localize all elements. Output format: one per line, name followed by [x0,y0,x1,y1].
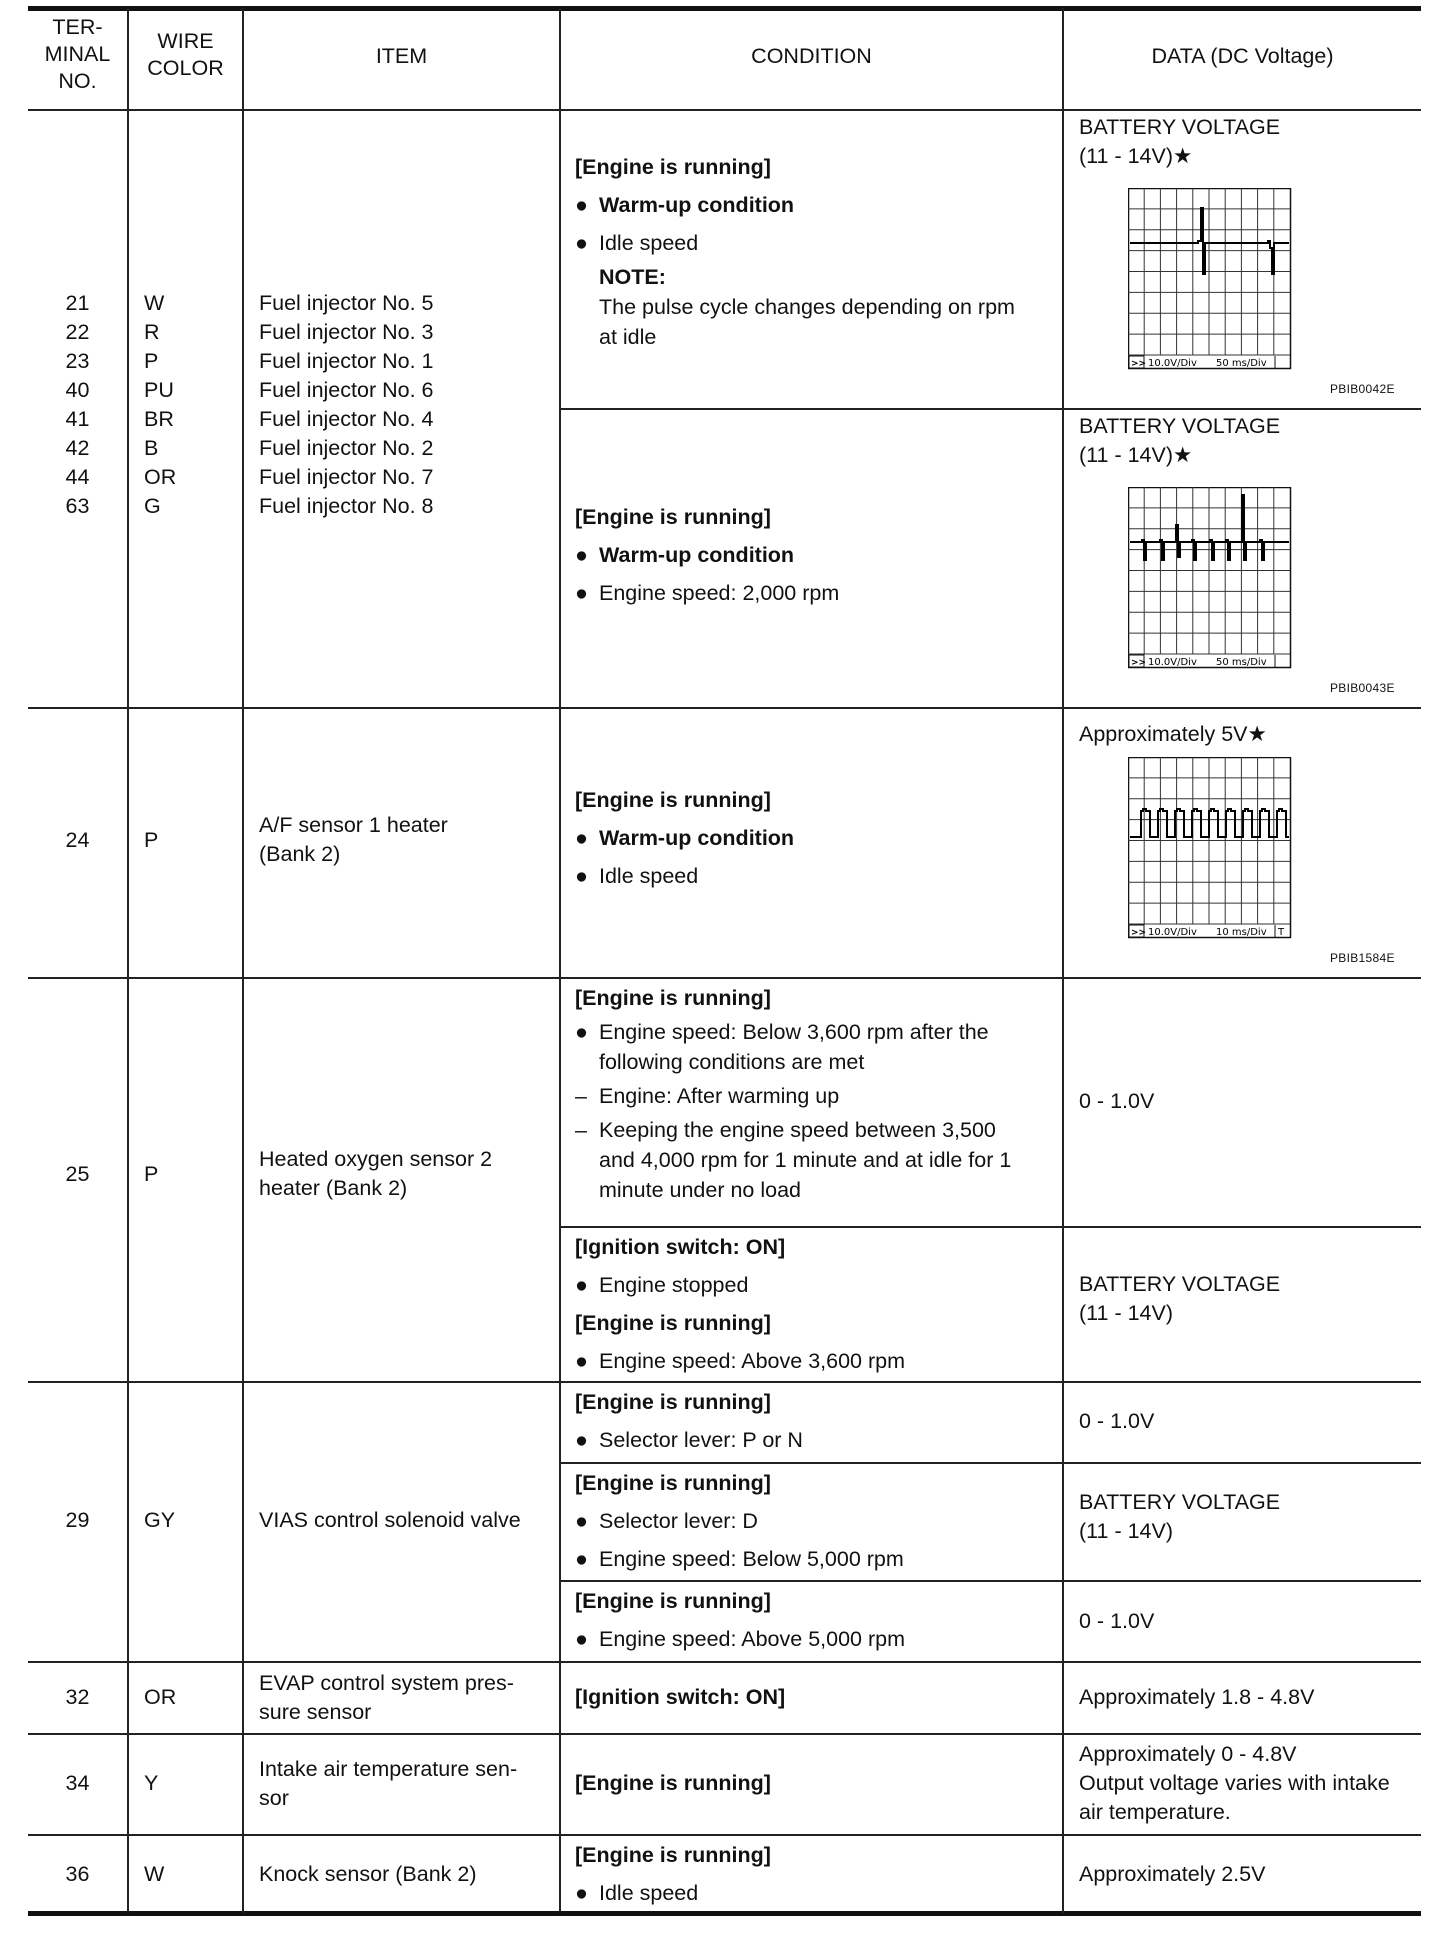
wire-color: P [144,828,159,852]
column-divider [559,8,561,1913]
item-name: VIAS control solenoid valve [259,1508,521,1532]
condition-bullet: ● Selector lever: P or N [575,1421,1060,1459]
bullet-icon: ● [575,1547,588,1571]
bullet-icon: ● [575,1627,588,1651]
scope-volt-scale: 10.0V/Div [1148,927,1197,938]
condition-heading: [Ignition switch: ON] [575,1685,786,1709]
knock-condition [575,1836,1060,1912]
bullet-icon: ● [575,1509,588,1533]
figure-code: PBIB1584E [1330,951,1395,965]
injector-2000rpm-data [1079,412,1409,470]
condition-heading: [Engine is running] [575,986,771,1010]
star-icon: ★ [1173,144,1193,168]
oscilloscope-waveform-injector-2000rpm [1128,487,1294,669]
bullet-icon: ● [575,193,588,217]
injector-wire-list [144,289,239,521]
condition-heading: [Engine is running] [575,1311,771,1335]
item-name: Fuel injector No. 6 [259,378,434,402]
row-divider [28,1661,1421,1663]
terminal-no: 29 [65,1508,90,1532]
condition-bullet: ● Warm-up condition [575,186,1060,224]
item-name: Fuel injector No. 7 [259,465,434,489]
injector-terminal-list [28,289,127,521]
wire-color: P [144,1162,159,1186]
sub-row-divider [561,408,1421,410]
terminal-no: 34 [65,1771,90,1795]
header-wire-color: WIRE COLOR [147,29,224,80]
bullet-icon: ● [575,543,588,567]
bullet-icon: ● [575,864,588,888]
condition-bullet: ● Selector lever: D [575,1502,1060,1540]
injector-idle-data [1079,113,1409,171]
injector-idle-condition [575,148,1060,352]
ho2s2-condition-1 [575,979,1060,1205]
terminal-no: 24 [65,828,90,852]
vias-condition-2 [575,1464,1060,1578]
condition-bullet: ● Engine speed: Above 3,600 rpm [575,1342,1060,1380]
header-condition: CONDITION [751,44,872,68]
item-name: Knock sensor (Bank 2) [259,1862,477,1886]
condition-bullet: ● Engine speed: Below 5,000 rpm [575,1540,1060,1578]
wire-color: Y [144,1771,159,1795]
bullet-icon: ● [575,1881,588,1905]
af-heater-data: Approximately 5V★ [1079,722,1267,746]
voltage-value: Approximately 1.8 - 4.8V [1079,1685,1315,1709]
header-bottom-rule [28,109,1421,111]
iat-data: Approximately 0 - 4.8V Output voltage varies with intake air temperature. [1079,1742,1390,1824]
note-label: NOTE: [599,265,666,289]
bullet-icon: ● [575,1273,588,1297]
condition-bullet: ● Idle speed [575,1874,1060,1912]
row-divider [28,707,1421,709]
bullet-icon: ● [575,1020,588,1044]
column-divider [1062,8,1064,1913]
item-name: Heated oxygen sensor 2 heater (Bank 2) [259,1147,493,1200]
terminal-no: 40 [65,378,90,402]
condition-heading: [Engine is running] [575,505,771,529]
battery-voltage-label: BATTERY VOLTAGE [1079,115,1281,139]
terminal-no: 41 [65,407,90,431]
oscilloscope-waveform-af-heater [1128,757,1294,939]
condition-bullet: ● Warm-up condition [575,819,1060,857]
row-divider [28,1733,1421,1735]
injector-item-list [259,289,555,521]
item-name: Fuel injector No. 5 [259,291,434,315]
note-text: The pulse cycle changes depending on rpm [599,295,1015,319]
battery-voltage-range: (11 - 14V)★ [1079,144,1193,168]
condition-text: minute under no load [599,1178,802,1202]
condition-dash: – Engine: After warming up [575,1077,1060,1115]
item-name: Fuel injector No. 4 [259,407,434,431]
condition-text: and 4,000 rpm for 1 minute and at idle for 1 [599,1148,1012,1172]
condition-heading: [Engine is running] [575,155,771,179]
oscilloscope-waveform-injector-idle [1128,188,1294,370]
battery-voltage-label: BATTERY VOLTAGE [1079,414,1281,438]
scope-volt-scale: 10.0V/Div [1148,358,1197,369]
bullet-icon: ● [575,581,588,605]
item-name: EVAP control system pres- sure sensor [259,1671,514,1724]
wire-color: OR [144,1685,177,1709]
wire-color: BR [144,407,174,431]
wire-color: W [144,1862,165,1886]
terminal-no: 22 [65,320,90,344]
condition-bullet: ● Idle speed [575,224,1060,262]
voltage-value: 0 - 1.0V [1079,1609,1155,1633]
terminal-no: 44 [65,465,90,489]
wire-color: G [144,494,161,518]
wire-color: PU [144,378,174,402]
wire-color: R [144,320,160,344]
condition-bullet: ● Engine speed: 2,000 rpm [575,574,1060,612]
condition-bullet: ● Engine speed: Below 3,600 rpm after the [575,1017,1060,1047]
header-item: ITEM [375,44,428,68]
figure-code: PBIB0042E [1330,382,1395,396]
item-name: Fuel injector No. 1 [259,349,434,373]
terminal-no: 21 [65,291,90,315]
wire-color: GY [144,1508,176,1532]
condition-heading: [Engine is running] [575,1390,771,1414]
condition-dash: – Keeping the engine speed between 3,500 [575,1115,1060,1145]
bullet-icon: ● [575,231,588,255]
svg-text:>>: >> [1131,658,1147,668]
condition-bullet: ● Warm-up condition [575,536,1060,574]
injector-2000rpm-condition [575,498,1060,612]
af-heater-condition [575,781,1060,895]
bullet-icon: ● [575,1428,588,1452]
wire-color: P [144,349,159,373]
wire-color: B [144,436,159,460]
voltage-value: 0 - 1.0V [1079,1409,1155,1433]
item-name: Fuel injector No. 3 [259,320,434,344]
terminal-no: 23 [65,349,90,373]
figure-code: PBIB0043E [1330,681,1395,695]
item-name: A/F sensor 1 heater (Bank 2) [259,813,448,866]
terminal-no: 63 [65,494,90,518]
bullet-icon: ● [575,826,588,850]
column-divider [127,8,129,1913]
header-data: DATA (DC Voltage) [1151,44,1334,68]
svg-text:>>: >> [1131,359,1147,369]
terminal-no: 25 [65,1162,90,1186]
column-divider [242,8,244,1913]
table-top-rule [28,6,1421,11]
star-icon: ★ [1247,722,1267,746]
ho2s2-data-2: BATTERY VOLTAGE (11 - 14V) [1079,1272,1281,1325]
terminal-no: 36 [65,1862,90,1886]
bullet-icon: ● [575,1349,588,1373]
vias-data-2: BATTERY VOLTAGE (11 - 14V) [1079,1490,1281,1543]
header-terminal-no: TER- MINAL NO. [44,15,111,93]
ho2s2-condition-2 [575,1228,1060,1380]
condition-bullet: ● Engine speed: Above 5,000 rpm [575,1620,1060,1658]
condition-bullet: ● Idle speed [575,857,1060,895]
wire-color: OR [144,465,177,489]
battery-voltage-range: (11 - 14V)★ [1079,443,1193,467]
scope-volt-scale: 10.0V/Div [1148,657,1197,668]
vias-condition-1 [575,1383,1060,1459]
note-text: at idle [599,325,657,349]
condition-text: following conditions are met [599,1050,865,1074]
condition-bullet: ● Engine stopped [575,1266,1060,1304]
star-icon: ★ [1173,443,1193,467]
item-name: Fuel injector No. 8 [259,494,434,518]
scope-trigger: T [1278,927,1285,938]
item-name: Fuel injector No. 2 [259,436,434,460]
condition-heading: [Engine is running] [575,1843,771,1867]
condition-heading: [Ignition switch: ON] [575,1235,786,1259]
svg-text:>>: >> [1131,928,1147,938]
scope-time-scale: 10 ms/Div [1216,927,1267,938]
vias-condition-3 [575,1582,1060,1658]
condition-heading: [Engine is running] [575,1771,771,1795]
dash-icon: – [575,1118,587,1142]
condition-heading: [Engine is running] [575,1471,771,1495]
terminal-no: 32 [65,1685,90,1709]
item-name: Intake air temperature sen- sor [259,1757,518,1810]
dash-icon: – [575,1084,587,1108]
wire-color: W [144,291,165,315]
voltage-value: 0 - 1.0V [1079,1089,1155,1113]
condition-heading: [Engine is running] [575,1589,771,1613]
scope-time-scale: 50 ms/Div [1216,358,1267,369]
terminal-no: 42 [65,436,90,460]
voltage-value: Approximately 2.5V [1079,1862,1266,1886]
scope-time-scale: 50 ms/Div [1216,657,1267,668]
condition-heading: [Engine is running] [575,788,771,812]
